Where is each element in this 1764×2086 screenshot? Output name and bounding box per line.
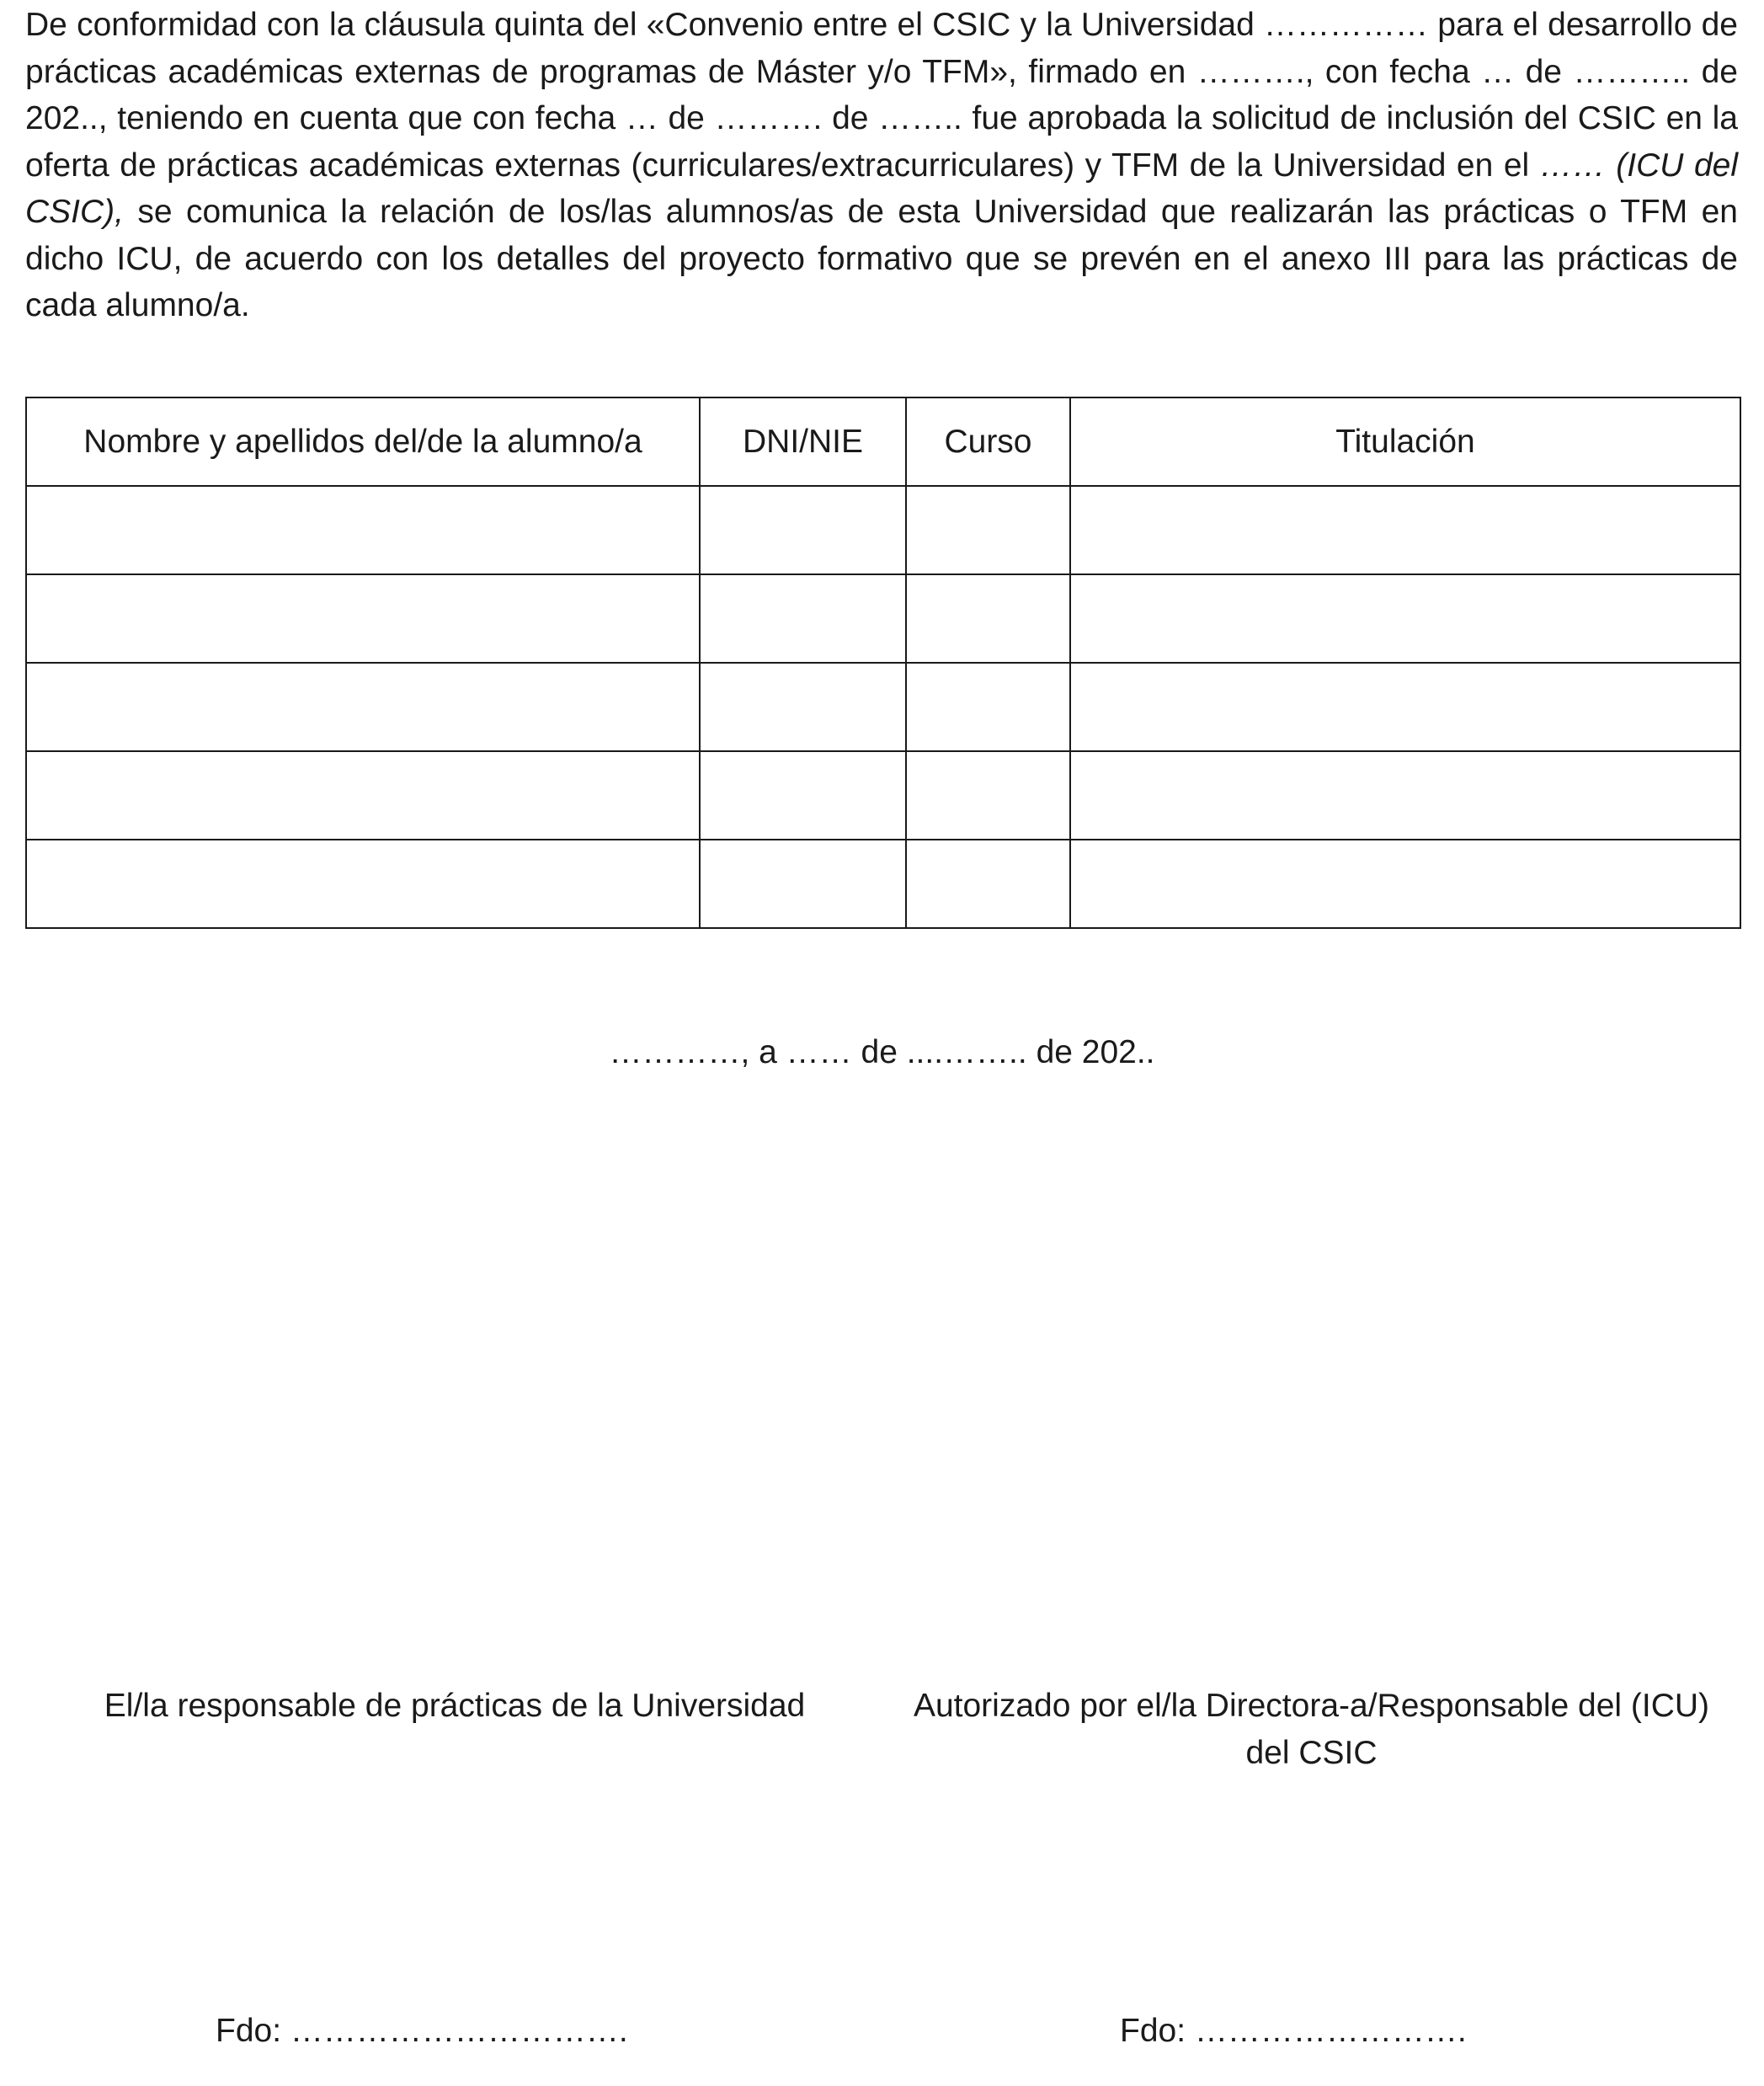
place-date-line: …………, a …… de ....…….. de 202.. — [609, 1034, 1155, 1070]
table-row — [26, 574, 1740, 663]
cell-course[interactable] — [906, 574, 1070, 663]
table-row — [26, 751, 1740, 840]
intro-text-italic: …… (ICU del CSIC), — [25, 147, 1738, 230]
cell-degree[interactable] — [1070, 663, 1740, 751]
cell-degree[interactable] — [1070, 751, 1740, 840]
cell-name[interactable] — [26, 574, 700, 663]
cell-dni[interactable] — [700, 751, 906, 840]
intro-text-part2: se comunica la relación de los/las alumnos/as de esta Universidad que realizarán las prácticas o TFM en dicho ICU, de acuerdo con los detalles del proyecto formativo que se prevén en el anexo III para las prácticas de cada alumno/a. — [25, 194, 1738, 323]
cell-dni[interactable] — [700, 574, 906, 663]
cell-name[interactable] — [26, 663, 700, 751]
cell-name[interactable] — [26, 751, 700, 840]
header-course: Curso — [906, 397, 1070, 486]
cell-course[interactable] — [906, 663, 1070, 751]
header-name: Nombre y apellidos del/de la alumno/a — [26, 397, 700, 486]
cell-course[interactable] — [906, 840, 1070, 928]
header-dni: DNI/NIE — [700, 397, 906, 486]
cell-degree[interactable] — [1070, 840, 1740, 928]
cell-dni[interactable] — [700, 486, 906, 574]
table-row — [26, 840, 1740, 928]
university-signature-line: Fdo: …………………………. — [216, 2013, 628, 2049]
cell-course[interactable] — [906, 751, 1070, 840]
cell-degree[interactable] — [1070, 574, 1740, 663]
cell-degree[interactable] — [1070, 486, 1740, 574]
cell-name[interactable] — [26, 840, 700, 928]
table-row — [26, 486, 1740, 574]
intro-text-part1: De conformidad con la cláusula quinta del «Convenio entre el CSIC y la Universidad …………… para el desarrollo de prácticas académicas externas de programas de Máster y/o TFM», firmado en ………., con fecha … de ……….. de 202.., teniendo en cuenta que con fecha … de ………. de …….. fue aprobada la solicitud de inclusión del CSIC en la oferta de prácticas académicas externas (curriculares/extracurriculares) y TFM de la Universidad en el — [25, 7, 1738, 184]
cell-course[interactable] — [906, 486, 1070, 574]
cell-dni[interactable] — [700, 840, 906, 928]
header-degree: Titulación — [1070, 397, 1740, 486]
intro-paragraph — [25, 0, 1738, 329]
csic-signatory-title: Autorizado por el/la Directora-a/Responsable del (ICU) del CSIC — [913, 1688, 1710, 1771]
table-header-row — [26, 397, 1740, 486]
csic-signature-line: Fdo: ……………………. — [1120, 2013, 1467, 2049]
students-table — [25, 397, 1741, 929]
cell-name[interactable] — [26, 486, 700, 574]
university-signatory-title: El/la responsable de prácticas de la Universidad — [104, 1688, 806, 1724]
table-row — [26, 663, 1740, 751]
cell-dni[interactable] — [700, 663, 906, 751]
